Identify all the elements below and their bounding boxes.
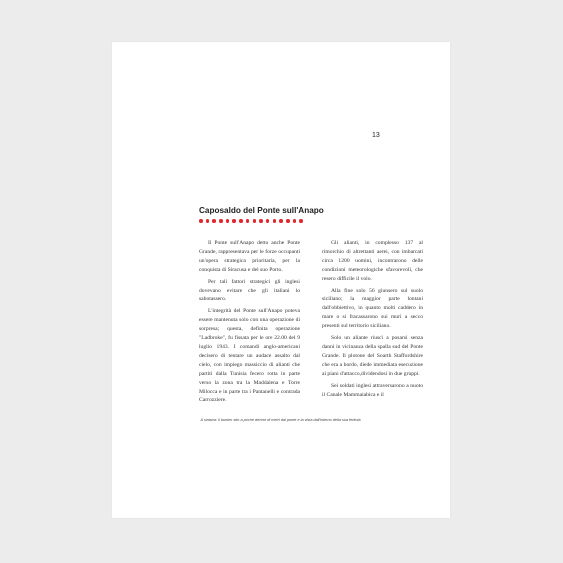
divider-dot (279, 219, 283, 223)
divider-dot (266, 219, 270, 223)
paragraph: Sei soldati inglesi attraversarono a nuoto il Canale Mammaiabica e il (322, 382, 423, 398)
text-column-right (322, 239, 423, 402)
paragraph: L'integrità del Ponte sull'Anapo poteva essere mantenuta solo con una operazione di sorpresa; questa, definita operazione "Ladbroke", fu fissata per le ore 22.00 del 9 luglio 1943. I comandi anglo-americani decisero di tentare un audace assalto dal cielo, con impiego massiccio di alianti che partiti dalla Tunisia fecero rotta in parte verso la zona tra la Maddalena e Torre Milocca e in parte tra i Pantanelli e contrada Carrozziere. (199, 308, 300, 404)
title-dot-divider (199, 219, 303, 223)
divider-dot (246, 219, 250, 223)
divider-dot (286, 219, 290, 223)
divider-dot (206, 219, 210, 223)
divider-dot (239, 219, 243, 223)
document-page (112, 42, 450, 518)
paragraph: Solo un aliante riuscì a posarsi senza danni in vicinanza della spalla sud del Ponte Grande. Il plotone del Soarth Staffordshire che era a bordo, diede immediata esecuzione ai piani d'attacco,dividendosi in due gruppi. (322, 335, 423, 377)
divider-dot (199, 219, 203, 223)
text-column-left (199, 239, 300, 408)
paragraph: Gli alianti, in complesso 137 al rimorchio di altrettanti aerei, con imbarcati circa 1200 uomini, incontrarono delle condizioni meteorologiche sfavorevoli, che resero difficile il volo. (322, 240, 423, 282)
paragraph: Il Ponte sull'Anapo detto anche Ponte Grande, rappresentava per le forze occupanti un'opera strategica prioritaria, per la conquista di Siracusa e del suo Porto. (199, 240, 300, 273)
section-title: Caposaldo del Ponte sull'Anapo (199, 206, 324, 215)
divider-dot (212, 219, 216, 223)
divider-dot (259, 219, 263, 223)
divider-dot (299, 219, 303, 223)
divider-dot (219, 219, 223, 223)
figure-caption: A sinistra: il bunker sito a poche decine di metri dal ponte e la vista dall'interno della sua feritoia. (200, 418, 362, 422)
divider-dot (232, 219, 236, 223)
page-number: 13 (372, 132, 380, 139)
paragraph: Per tali fattori strategici gli inglesi dovevano evitare che gli italiani lo sabotassero. (199, 278, 300, 303)
paragraph: Alla fine solo 56 giunsero sul suolo siciliano; la maggior parte lontani dall'obbiettivo, in quanto molti caddero in mare o si fracassarono sui muri a secco presenti sul territorio siciliano. (322, 287, 423, 330)
divider-dot (226, 219, 230, 223)
divider-dot (253, 219, 257, 223)
divider-dot (273, 219, 277, 223)
divider-dot (293, 219, 297, 223)
